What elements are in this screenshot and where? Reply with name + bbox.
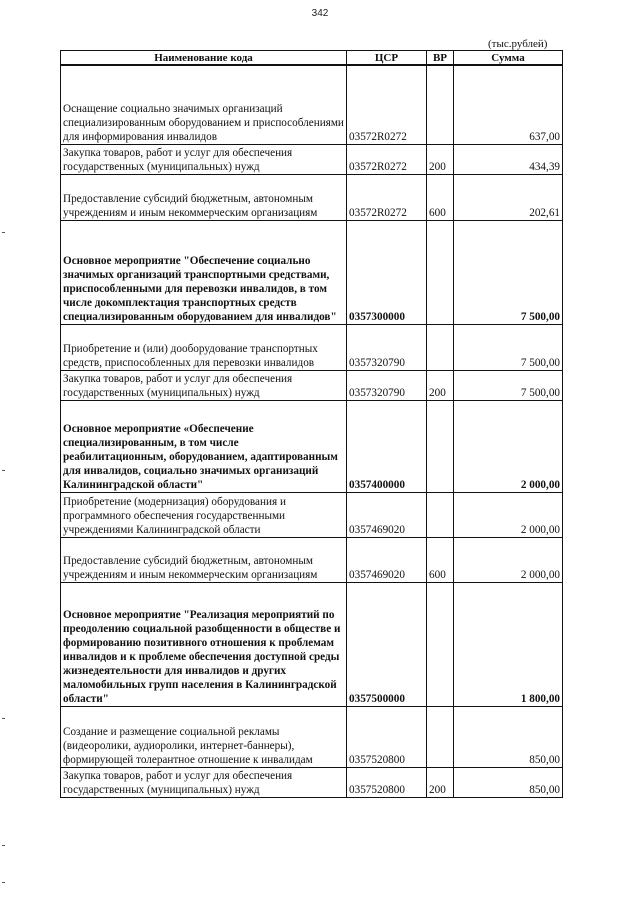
row-name: Основное мероприятие "Обеспечение социально значимых организаций транспортными средствами, приспособленными для перевозки инвалидов, в том числе докомплектация транспортных средств специализированным оборудованием для инвалидов" <box>61 220 347 324</box>
margin-mark <box>2 470 5 471</box>
table-row <box>61 706 563 767</box>
table-header-row <box>61 51 563 66</box>
row-name: Основное мероприятие «Обеспечение специализированным, в том числе реабилитационным, оборудованием, адаптированным для инвалидов, социально значимых организаций Калининградской области" <box>61 400 347 492</box>
row-csr: 0357469020 <box>347 492 427 537</box>
row-name: Закупка товаров, работ и услуг для обеспечения государственных (муниципальных) нужд <box>61 144 347 174</box>
row-name: Предоставление субсидий бюджетным, автономным учреждениям и иным некоммерческим организациям <box>61 537 347 582</box>
row-csr: 0357300000 <box>347 220 427 324</box>
row-vr: 600 <box>427 174 454 220</box>
row-name: Оснащение социально значимых организаций специализированным оборудованием и приспособлениями для информирования инвалидов <box>61 65 347 144</box>
table-row <box>61 174 563 220</box>
row-sum: 7 500,00 <box>454 324 563 370</box>
row-name: Закупка товаров, работ и услуг для обеспечения государственных (муниципальных) нужд <box>61 767 347 797</box>
header-vr: ВР <box>427 51 454 66</box>
row-name: Приобретение и (или) дооборудование транспортных средств, приспособленных для перевозки инвалидов <box>61 324 347 370</box>
header-name: Наименование кода <box>61 51 347 66</box>
row-name: Создание и размещение социальной рекламы (видеоролики, аудиоролики, интернет-баннеры), формирующей толерантное отношение к инвалидам <box>61 706 347 767</box>
row-csr: 03572R0272 <box>347 144 427 174</box>
table-row <box>61 324 563 370</box>
table-row <box>61 220 563 324</box>
row-sum: 2 000,00 <box>454 537 563 582</box>
table-row <box>61 537 563 582</box>
header-sum: Сумма <box>454 51 563 66</box>
table-row <box>61 144 563 174</box>
row-sum: 202,61 <box>454 174 563 220</box>
row-csr: 0357520800 <box>347 767 427 797</box>
row-csr: 0357500000 <box>347 582 427 706</box>
budget-table <box>60 50 563 798</box>
row-vr <box>427 220 454 324</box>
row-vr <box>427 706 454 767</box>
table-row <box>61 400 563 492</box>
row-vr: 200 <box>427 370 454 400</box>
row-sum: 7 500,00 <box>454 370 563 400</box>
row-csr: 03572R0272 <box>347 174 427 220</box>
row-sum: 7 500,00 <box>454 220 563 324</box>
row-csr: 0357400000 <box>347 400 427 492</box>
table-row <box>61 582 563 706</box>
margin-mark <box>2 845 5 846</box>
table-row <box>61 370 563 400</box>
row-vr <box>427 400 454 492</box>
row-sum: 850,00 <box>454 767 563 797</box>
row-sum: 434,39 <box>454 144 563 174</box>
row-vr: 600 <box>427 537 454 582</box>
margin-mark <box>2 232 5 233</box>
table-row <box>61 492 563 537</box>
row-vr <box>427 324 454 370</box>
row-sum: 1 800,00 <box>454 582 563 706</box>
row-vr <box>427 492 454 537</box>
row-csr: 0357320790 <box>347 370 427 400</box>
table-row <box>61 767 563 797</box>
row-csr: 0357469020 <box>347 537 427 582</box>
row-vr <box>427 582 454 706</box>
row-sum: 850,00 <box>454 706 563 767</box>
margin-mark <box>2 718 5 719</box>
units-note: (тыс.рублей) <box>488 38 548 50</box>
row-csr: 0357520800 <box>347 706 427 767</box>
row-vr <box>427 65 454 144</box>
row-name: Основное мероприятие "Реализация мероприятий по преодолению социальной разобщенности в обществе и формированию позитивного отношения к проблемам инвалидов и к проблеме обеспечения доступной среды жизнедеятельности для инвалидов и других маломобильных групп населения в Калининградской области" <box>61 582 347 706</box>
row-name: Приобретение (модернизация) оборудования и программного обеспечения государственными учреждениями Калининградской области <box>61 492 347 537</box>
row-sum: 637,00 <box>454 65 563 144</box>
margin-mark <box>2 882 5 883</box>
row-vr: 200 <box>427 767 454 797</box>
header-csr: ЦСР <box>347 51 427 66</box>
page-number: 342 <box>311 8 329 19</box>
row-sum: 2 000,00 <box>454 492 563 537</box>
row-vr: 200 <box>427 144 454 174</box>
row-csr: 0357320790 <box>347 324 427 370</box>
row-name: Закупка товаров, работ и услуг для обеспечения государственных (муниципальных) нужд <box>61 370 347 400</box>
row-sum: 2 000,00 <box>454 400 563 492</box>
row-csr: 03572R0272 <box>347 65 427 144</box>
row-name: Предоставление субсидий бюджетным, автономным учреждениям и иным некоммерческим организациям <box>61 174 347 220</box>
table-row <box>61 65 563 144</box>
